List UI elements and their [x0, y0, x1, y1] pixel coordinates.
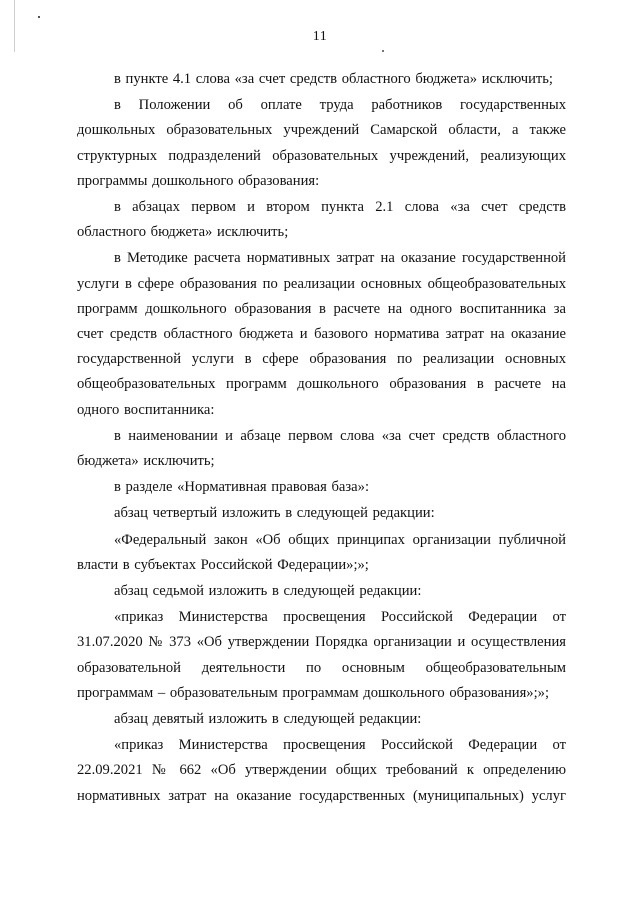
paragraph: в наименовании и абзаце первом слова «за счет средств областного бюджета» исключить; — [77, 427, 566, 470]
paragraph: в Положении об оплате труда работников государственных дошкольных образовательных учреждений Самарской области, а также структурных подразделений образовательных учреждений, реализующих программы дошкольного образования: — [77, 97, 566, 189]
paragraph: «Федеральный закон «Об общих принципах организации публичной власти в субъектах Российской Федерации»;»; — [77, 531, 566, 573]
paragraph: «приказ Министерства просвещения Российской Федерации от 31.07.2020 № 373 «Об утверждении Порядка организации и осуществления образовательной деятельности по основным общеобразовательным программам – образовательным программам дошкольного образования»;»; — [77, 609, 566, 701]
paragraph: в разделе «Нормативная правовая база»: — [114, 479, 370, 496]
paragraph: абзац седьмой изложить в следующей редакции: — [114, 583, 422, 600]
paragraph: абзац девятый изложить в следующей редакции: — [114, 711, 422, 728]
document-body — [77, 67, 566, 810]
paragraph: «приказ Министерства просвещения Российской Федерации от 22.09.2021 № 662 «Об утверждении общих требований к определению нормативных затрат на оказание государственных (муниципальных) услуг — [77, 737, 566, 804]
scan-artifact-dot — [38, 16, 40, 18]
paragraph: в Методике расчета нормативных затрат на оказание государственной услуги в сфере образования по реализации основных общеобразовательных программ дошкольного образования в расчете на одного воспитанника за счет средств областного бюджета и базового норматива затрат на оказание государственной услуги в сфере образования по реализации основных общеобразовательных программ дошкольного образования в расчете на одного воспитанника: — [77, 250, 566, 418]
page-number: 11 — [312, 29, 328, 44]
scan-artifact-dot — [382, 50, 384, 52]
paragraph: абзац четвертый изложить в следующей редакции: — [114, 505, 435, 522]
paragraph: в абзацах первом и втором пункта 2.1 слова «за счет средств областного бюджета» исключить; — [77, 199, 566, 241]
paragraph: в пункте 4.1 слова «за счет средств областного бюджета» исключить; — [114, 71, 553, 87]
